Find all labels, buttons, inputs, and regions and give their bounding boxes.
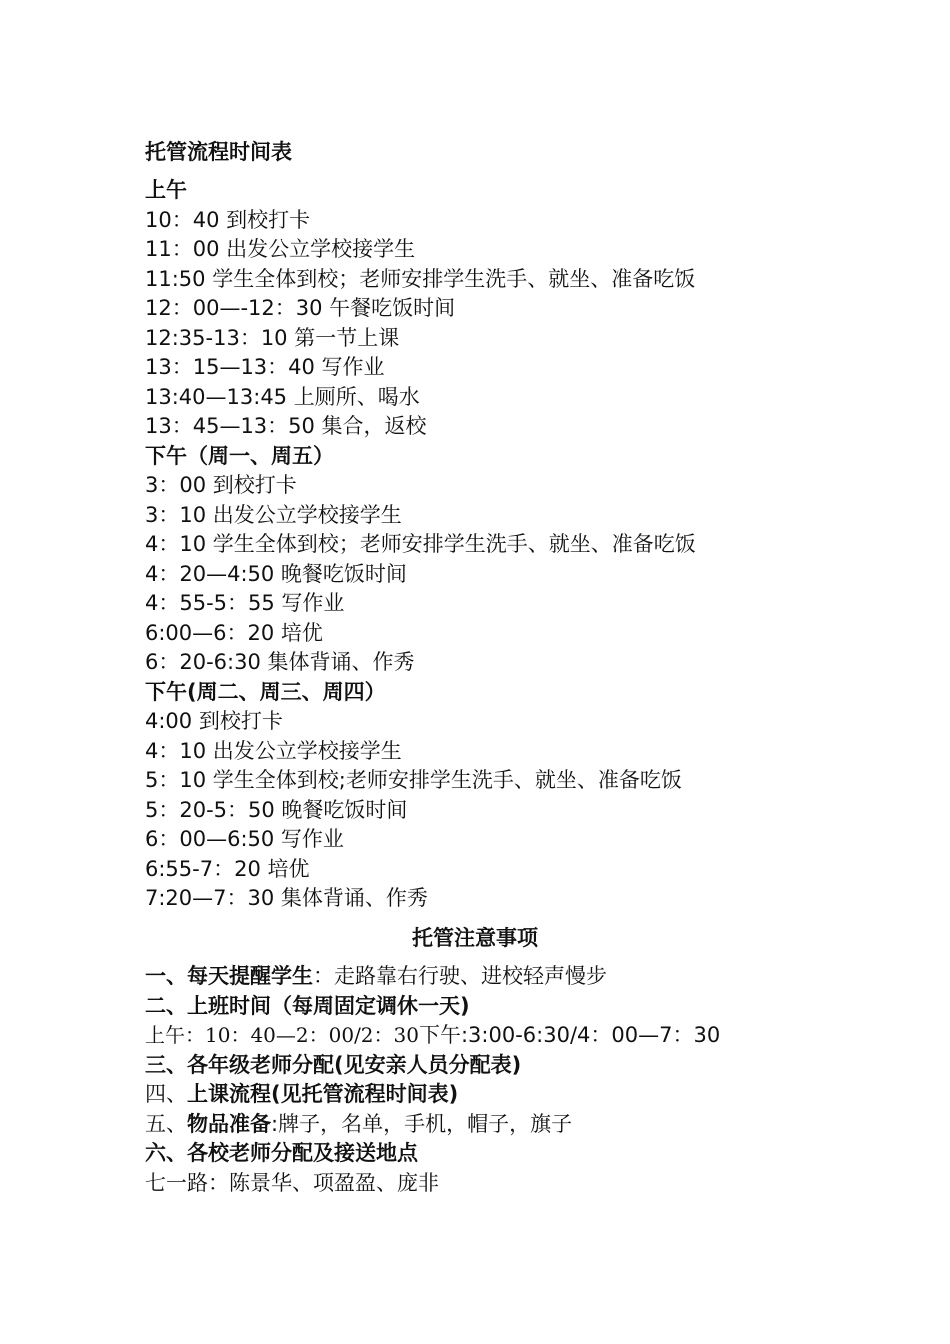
note-text: :牌子，名单，手机，帽子，旗子 bbox=[271, 1111, 573, 1136]
note-number: 五、 bbox=[145, 1111, 187, 1136]
note-item-2: 二、上班时间（每周固定调休一天) bbox=[145, 993, 470, 1018]
note-label: 上课流程(见托管流程时间表) bbox=[187, 1082, 459, 1106]
schedule-item: 11:50 学生全体到校；老师安排学生洗手、就坐、准备吃饭 bbox=[145, 266, 696, 291]
schedule-item: 12:35-13：10 第一节上课 bbox=[145, 325, 400, 350]
schedule-item: 4:00 到校打卡 bbox=[145, 709, 283, 733]
section-heading-morning: 上午 bbox=[145, 178, 187, 202]
note-number: 一、 bbox=[145, 964, 187, 988]
note-item-2-detail bbox=[145, 1021, 865, 1051]
schedule-list bbox=[145, 176, 865, 914]
schedule-item: 13：45—13：50 集合，返校 bbox=[145, 414, 427, 438]
work-hours-afternoon: 下午:3:00-6:30/4：00—7：30 bbox=[418, 1023, 721, 1047]
section-heading-afternoon-mon-fri: 下午（周一、周五） bbox=[145, 443, 334, 468]
notes-title: 托管注意事项 bbox=[412, 926, 538, 950]
schedule-item: 12：00—-12：30 午餐吃饭时间 bbox=[145, 296, 456, 320]
section-heading-afternoon-tue-thu: 下午(周二、周三、周四） bbox=[145, 679, 386, 704]
note-item-5 bbox=[145, 1110, 865, 1140]
schedule-item: 3：00 到校打卡 bbox=[145, 473, 297, 497]
schedule-item: 13：15—13：40 写作业 bbox=[145, 355, 385, 379]
schedule-title: 托管流程时间表 bbox=[145, 140, 292, 164]
note-item-4 bbox=[145, 1080, 865, 1110]
schedule-item: 4：20—4:50 晚餐吃饭时间 bbox=[145, 561, 407, 586]
schedule-item: 6:55-7：20 培优 bbox=[145, 856, 310, 881]
note-item-6: 六、各校老师分配及接送地点 bbox=[145, 1141, 418, 1165]
note-number: 四、 bbox=[145, 1082, 187, 1106]
note-item-7: 七一路：陈景华、项盈盈、庞非 bbox=[145, 1170, 439, 1195]
schedule-item: 6：20-6:30 集体背诵、作秀 bbox=[145, 650, 415, 674]
note-label: 每天提醒学生 bbox=[187, 964, 313, 988]
work-hours-morning: 上午：10：40—2：00/2：30 bbox=[145, 1023, 419, 1047]
schedule-item: 4：10 学生全体到校；老师安排学生洗手、就坐、准备吃饭 bbox=[145, 532, 696, 556]
schedule-item: 6:00—6：20 培优 bbox=[145, 620, 323, 645]
schedule-item: 5：10 学生全体到校;老师安排学生洗手、就坐、准备吃饭 bbox=[145, 768, 682, 792]
schedule-item: 3：10 出发公立学校接学生 bbox=[145, 502, 402, 527]
note-item-1 bbox=[145, 962, 865, 992]
schedule-item: 10：40 到校打卡 bbox=[145, 207, 311, 232]
note-item-3: 三、各年级老师分配(见安亲人员分配表) bbox=[145, 1052, 522, 1077]
schedule-item: 6：00—6:50 写作业 bbox=[145, 827, 344, 851]
schedule-item: 11：00 出发公立学校接学生 bbox=[145, 237, 416, 261]
note-label: 物品准备 bbox=[187, 1111, 271, 1136]
schedule-item: 13:40—13:45 上厕所、喝水 bbox=[145, 384, 420, 409]
schedule-item: 7:20—7：30 集体背诵、作秀 bbox=[145, 886, 428, 910]
notes-list bbox=[145, 962, 865, 1198]
note-text: ：走路靠右行驶、进校轻声慢步 bbox=[313, 964, 607, 988]
schedule-item: 4：10 出发公立学校接学生 bbox=[145, 738, 402, 763]
schedule-item: 5：20-5：50 晚餐吃饭时间 bbox=[145, 797, 408, 822]
schedule-item: 4：55-5：55 写作业 bbox=[145, 591, 345, 615]
